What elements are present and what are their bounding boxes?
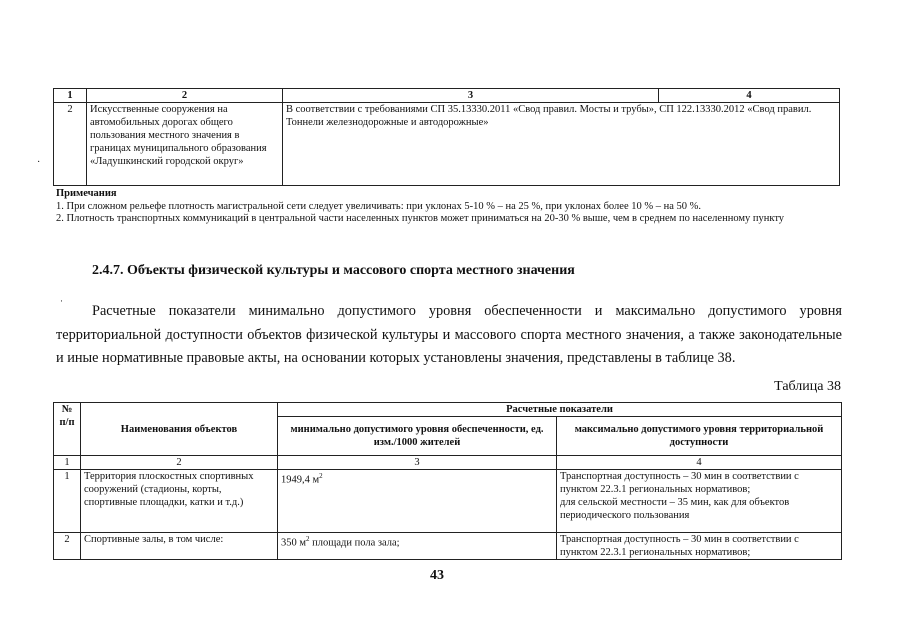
body-paragraph: [56, 300, 842, 371]
header-group: Расчетные показатели: [278, 403, 842, 417]
header-cell: 3: [283, 89, 659, 103]
header-cell: 2: [87, 89, 283, 103]
section-heading: 2.4.7. Объекты физической культуры и массового спорта местного значения: [92, 263, 575, 278]
row-min: 350 $м^2$ площади пола зала;: [278, 533, 557, 560]
row-name: Территория плоскостных спортивных сооружений (стадионы, корты, спортивные площадки, катки и т.д.): [81, 470, 278, 533]
note-item: 2. Плотность транспортных коммуникаций в центральной части населенных пунктов может приниматься на 20-30 % выше, чем в среднем по населенному пункту: [56, 213, 785, 225]
header-max: максимально допустимого уровня территориальной доступности: [557, 417, 842, 456]
index-cell: 1: [54, 456, 81, 470]
header-min: минимально допустимого уровня обеспеченности, ед. изм./1000 жителей: [278, 417, 557, 456]
row-number: 2: [54, 533, 81, 560]
index-cell: 3: [278, 456, 557, 470]
margin-mark: ·: [60, 296, 63, 306]
header-name: Наименования объектов: [81, 403, 278, 456]
row-max: Транспортная доступность – 30 мин в соответствии с пунктом 22.3.1 региональных нормативов;: [557, 533, 842, 560]
sports-facilities-table: [53, 402, 842, 560]
page-number: 43: [430, 568, 444, 583]
table-row: [54, 103, 840, 186]
infrastructure-table: [53, 88, 840, 186]
paragraph-text: Расчетные показатели минимально допустимого уровня обеспеченности и максимально допустимого уровня территориальной доступности объектов физической культуры и массового спорта местного значения, а также законодательные и иные нормативные правовые акты, на основании которых установлены значения, представлены в таблице 38.: [56, 303, 842, 366]
table-header-row: [54, 89, 840, 103]
table-label: Таблица 38: [774, 379, 841, 394]
margin-mark: ·: [37, 157, 41, 168]
notes-title: Примечания: [56, 188, 117, 199]
row-number: 2: [54, 103, 87, 186]
note-item: 1. При сложном рельефе плотность магистральной сети следует увеличивать: при уклонах 5-10 % – на 25 %, при уклонах более 10 % – на 50 %.: [56, 200, 702, 212]
index-cell: 2: [81, 456, 278, 470]
row-name: Искусственные сооружения на автомобильных дорогах общего пользования местного значения в границах муниципального образования «Ладушкинский городской округ»: [87, 103, 283, 186]
notes-block: [56, 188, 842, 226]
row-max: Транспортная доступность – 30 мин в соответствии с пунктом 22.3.1 региональных нормативов; для сельской местности – 35 мин, как для объектов периодического пользования: [557, 470, 842, 533]
header-cell: 4: [659, 89, 840, 103]
table-row: [54, 533, 842, 560]
row-name: Спортивные залы, в том числе:: [81, 533, 278, 560]
header-cell: 1: [54, 89, 87, 103]
header-num: № п/п: [54, 403, 81, 456]
row-min: 1949,4 $м^2$: [278, 470, 557, 533]
row-value: В соответствии с требованиями СП 35.13330.2011 «Свод правил. Мосты и трубы», СП 122.13330.2012 «Свод правил. Тоннели железнодорожные и автодорожные»: [283, 103, 840, 186]
table-row: [54, 470, 842, 533]
row-number: 1: [54, 470, 81, 533]
table-header-row: [54, 403, 842, 417]
index-cell: 4: [557, 456, 842, 470]
index-row: [54, 456, 842, 470]
